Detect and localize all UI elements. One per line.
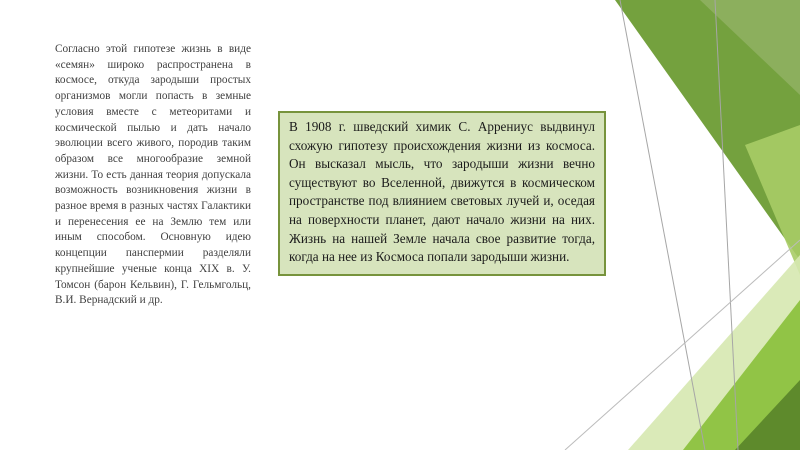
green-facet-right-light [745, 125, 800, 275]
left-body-text: Согласно этой гипотезе жизнь в виде «семян» широко распространена в космосе, откуда зародыши простых организмов могли попасть в земные условия вместе с метеоритами и космической пылью и дать начало эволюции всего живого, породив таким образом все многообразие земной жизни. То есть данная теория допускала возможность возникновения жизни в разное время в разных частях Галактики и перенесения ее на Землю тем или иным способом. Основную идею концепции панспермии разделяли крупнейшие ученые конца XIX в. У. Томсон (барон Кельвин), Г. Гельмгольц, В.И. Вернадский и др. [55, 43, 251, 307]
callout-box: В 1908 г. шведский химик С. Аррениус выдвинул схожую гипотезу происхождения жизни из космоса. Он высказал мысль, что зародыши жизни вечно существуют во Вселенной, движутся в космическом пространстве под влиянием световых лучей и, оседая на поверхности планет, дают начало жизни на них. Жизнь на нашей Земле начала свое развитие тогда, когда на нее из Космоса попали зародыши жизни. [278, 111, 606, 276]
